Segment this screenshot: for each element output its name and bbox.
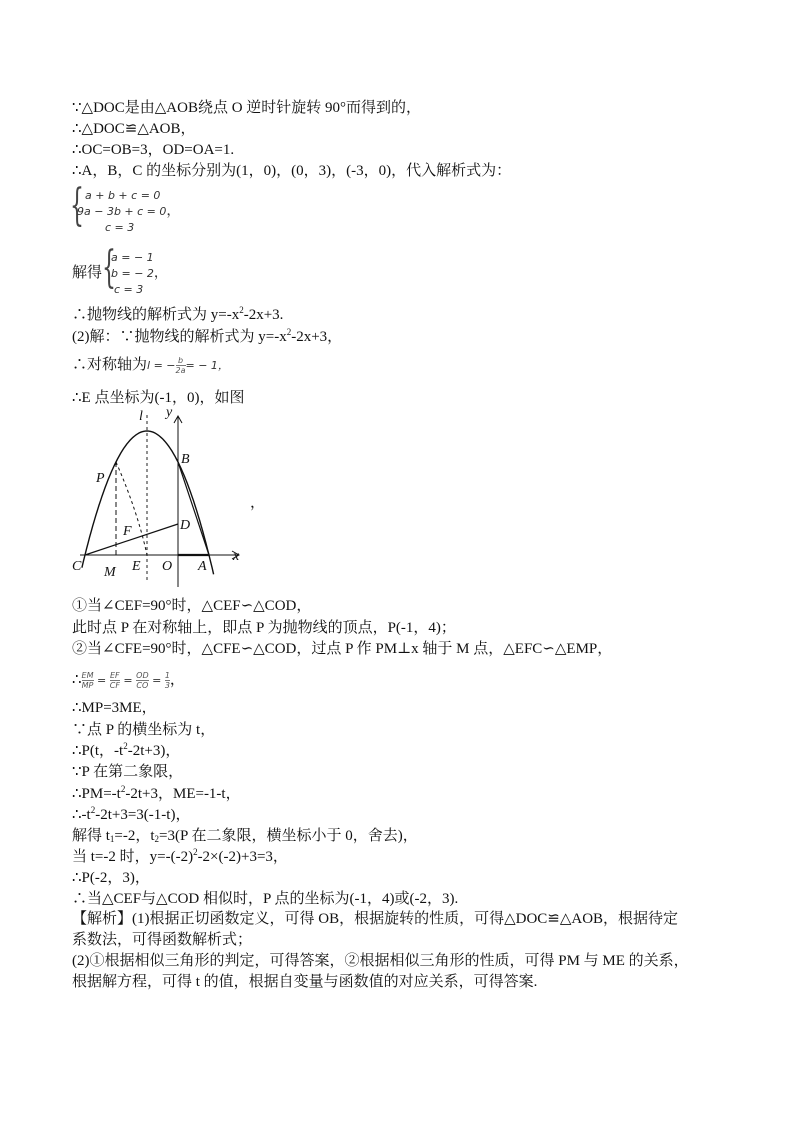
point-label-M: M [104, 565, 116, 580]
text-line: ∴P(-2，3)， [72, 870, 150, 886]
denominator: CF [109, 681, 120, 691]
point-label-D: D [180, 518, 191, 533]
parabola-curve [82, 431, 214, 574]
t: (2)解：∵抛物线的解析式为 y=-x [72, 329, 287, 345]
fraction [110, 671, 120, 690]
text-line [72, 806, 190, 824]
punct: ， [166, 204, 181, 219]
text-line: ∴MP=3ME， [72, 700, 157, 716]
t: ∴-t [72, 807, 91, 823]
figure-comma: ， [250, 495, 266, 511]
t: =3(P 在二象限，横坐标小于 0，舍去)， [159, 828, 418, 844]
math: l = − [147, 359, 176, 372]
point-label-F: F [123, 524, 132, 539]
text-line [72, 671, 185, 690]
text-line: 【解析】(1)根据正切函数定义，可得 OB，根据旋转的性质，可得△DOC≌△AOB，根据待定 [72, 911, 679, 927]
fraction [136, 671, 148, 690]
numerator: EF [110, 671, 120, 681]
point-label-E: E [132, 559, 141, 574]
equation: a = − 1 [111, 251, 154, 264]
fraction [82, 671, 94, 690]
text-line: ∴OC=OB=3，OD=OA=1. [72, 142, 235, 158]
text-line: ∵P 在第二象限， [72, 764, 184, 780]
t: -2×(-2)+3=3， [197, 849, 288, 865]
equals: = [93, 674, 110, 687]
text-line: ∵△DOC是由△AOB绕点 O 逆时针旋转 90°而得到的， [72, 100, 422, 116]
equation: a + b + c = 0 [85, 189, 161, 202]
t: -2t+3，ME=-1-t， [125, 786, 241, 802]
t: -2t+3=3(-1-t)， [95, 807, 191, 823]
ratio-fractions [81, 671, 170, 691]
numerator: EM [81, 671, 94, 681]
numerator: 1 [164, 671, 170, 681]
t: -2t+3)， [127, 743, 181, 759]
segment-PE [116, 462, 147, 555]
equation: c = 3 [114, 283, 144, 296]
punct: ， [153, 266, 168, 281]
sup: 2 [90, 805, 96, 815]
text-line: 根据解方程，可得 t 的值，根据自变量与函数值的对应关系，可得答案. [72, 974, 538, 990]
denominator: CO [136, 681, 149, 691]
t: ∴抛物线的解析式为 y=-x [72, 307, 240, 323]
equals: = [119, 674, 137, 687]
t: 当 t=-2 时，y=-(-2) [72, 849, 194, 865]
equation: c = 3 [105, 221, 135, 234]
text-line: ∴E 点坐标为(-1，0)，如图 [72, 390, 245, 406]
text-line: ∴A，B，C 的坐标分别为(1，0)，(0，3)，(-3，0)，代入解析式为： [72, 163, 512, 179]
point-label-y: y [166, 405, 173, 420]
segment-BA [178, 462, 209, 555]
sup: 2 [120, 784, 126, 794]
text-line: (2)①根据相似三角形的判定，可得答案，②根据相似三角形的性质，可得 PM 与 ME 的关系， [72, 953, 689, 969]
math: = − 1， [185, 359, 229, 372]
sup: 2 [123, 741, 128, 751]
solve-label: 解得 [72, 265, 103, 281]
point-label-P: P [96, 471, 105, 486]
text-line: ∴当△CEF与△COD 相似时，P 点的坐标为(-1，4)或(-2，3). [72, 891, 459, 907]
sup: 2 [286, 327, 292, 337]
sub: 2 [154, 834, 160, 844]
text-line: ∴△DOC≌△AOB， [72, 121, 196, 137]
t: 解得 t [72, 828, 110, 844]
text-line [72, 848, 288, 866]
sub: 1 [109, 834, 115, 844]
sup: 2 [239, 305, 244, 315]
sup: 2 [193, 847, 198, 857]
t: =-2，t [114, 828, 155, 844]
equation-text: 9a − 3b + c = 0 [77, 205, 167, 218]
t: -2x+3. [243, 307, 284, 323]
point-label-O: O [162, 559, 173, 574]
text-line: ②当∠CFE=90°时，△CFE∽△COD，过点 P 作 PM⊥x 轴于 M 点，△EFC∽△EMP， [72, 641, 613, 657]
point-label-x: x [233, 549, 240, 564]
point-label-A: A [198, 559, 207, 574]
equals: = [148, 674, 165, 687]
t: ∴对称轴为 [72, 357, 148, 373]
t: ∴PM=-t [72, 786, 121, 802]
t: ， [169, 672, 185, 688]
text-line [72, 785, 241, 803]
brace: { [102, 242, 116, 293]
brace: { [70, 180, 84, 231]
denominator: 3 [164, 681, 170, 691]
point-label-C: C [72, 559, 82, 574]
text-line [72, 827, 418, 845]
point-label-B: B [181, 452, 190, 467]
den: 2a [175, 366, 186, 376]
text-line [72, 742, 180, 760]
equation-text: b = − 2 [111, 267, 154, 280]
text-line: 此时点 P 在对称轴上，即点 P 为抛物线的顶点，P(-1，4)； [72, 620, 456, 636]
num: b [176, 356, 186, 366]
text-line: ①当∠CEF=90°时，△CEF∽△COD， [72, 598, 312, 614]
text-line: ∵点 P 的横坐标为 t， [72, 722, 216, 738]
text-line: 系数法，可得函数解析式； [72, 932, 253, 948]
t: -2x+3， [291, 329, 343, 345]
numerator: OD [136, 671, 149, 681]
t: ∴P(t，-t [72, 743, 124, 759]
denominator: MP [81, 681, 94, 691]
t: ∴ [72, 672, 82, 688]
point-label-l: l [139, 409, 143, 424]
